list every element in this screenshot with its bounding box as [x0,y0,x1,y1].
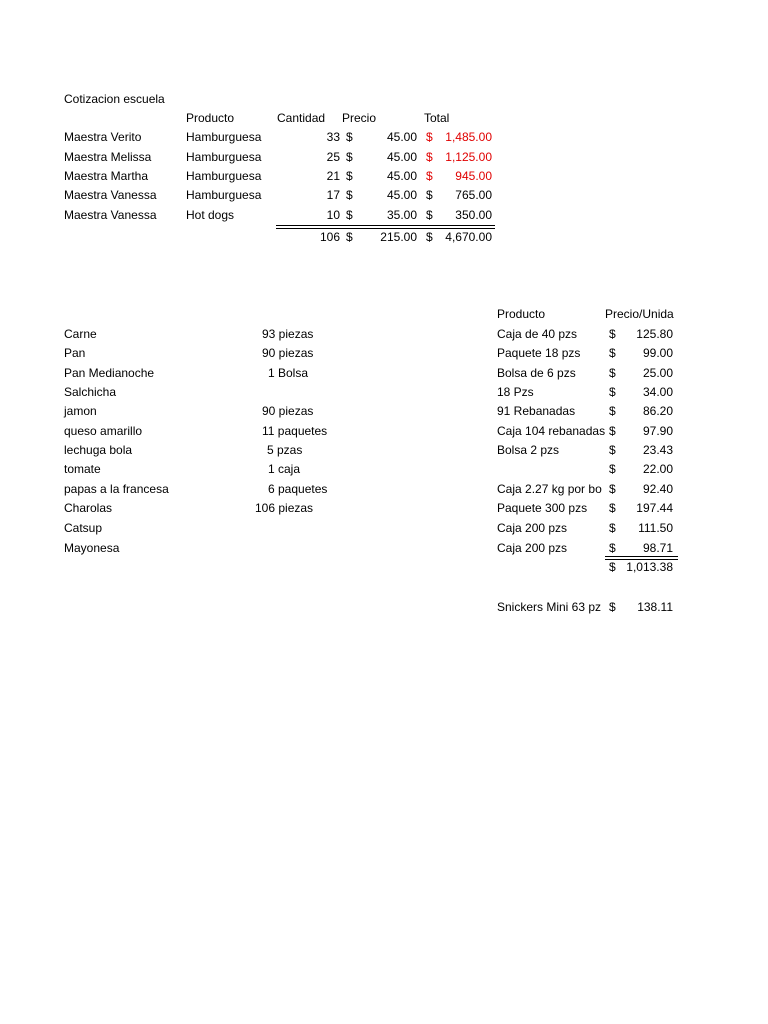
supply-price: 97.90 [642,424,673,438]
supply-item: queso amarillo [64,424,143,438]
quote-row-name: Maestra Melissa [64,150,152,164]
quote-row-qty: 17 [326,188,340,202]
supply-currency: $ [609,443,616,457]
supply-item: jamon [64,404,97,418]
quote-row-currency: $ [426,130,433,144]
supply-price: 111.50 [638,521,673,535]
supply-amount: 5 pzas [267,443,303,457]
supply-product: 91 Rebanadas [497,404,576,418]
supply-item: lechuga bola [64,443,133,457]
header-quantity: Cantidad [277,111,326,125]
quote-row-total: 1,125.00 [445,150,492,164]
supply-price: 98.71 [642,541,673,555]
supply-amount: 6 paquetes [268,482,328,496]
supply-product: Caja 104 rebanadas [497,424,605,438]
supply-product: Caja 200 pzs [497,541,568,555]
supply-currency: $ [609,404,616,418]
supply-product: Paquete 18 pzs [497,346,581,360]
supply-amount: 1 Bolsa [268,366,309,380]
quote-row-qty: 21 [326,169,340,183]
quote-total-amount: 4,670.00 [445,230,492,244]
total-double-underline [276,225,495,226]
supply-amount: 1 caja [268,462,301,476]
quote-title: Cotizacion escuela [64,92,165,106]
quote-row-currency: $ [346,188,353,202]
supply-currency: $ [609,346,616,360]
supply-currency: $ [609,482,616,496]
quote-row-qty: 25 [326,150,340,164]
quote-row-name: Maestra Verito [64,130,142,144]
supply-price: 99.00 [642,346,673,360]
supply-product: Caja de 40 pzs [497,327,578,341]
quote-row-price: 35.00 [386,208,417,222]
supply-item: Catsup [64,521,103,535]
supply-item: Mayonesa [64,541,120,555]
quote-row-currency: $ [346,169,353,183]
supply-product: 18 Pzs [497,385,534,399]
quote-row-currency: $ [426,150,433,164]
quote-total-currency: $ [346,230,353,244]
supply-price: 25.00 [642,366,673,380]
quote-row-name: Maestra Vanessa [64,188,157,202]
extra-price: 138.11 [637,600,673,614]
quote-row-currency: $ [426,208,433,222]
supply-currency: $ [609,521,616,535]
supply-currency: $ [609,327,616,341]
supply-product: Bolsa 2 pzs [497,443,560,457]
supply-item: papas a la francesa [64,482,169,496]
quote-row-product: Hamburguesa [186,169,262,183]
supply-product: Bolsa de 6 pzs [497,366,576,380]
supply-currency: $ [609,385,616,399]
supply-amount: 90 piezas [262,346,314,360]
total-double-underline [276,228,495,229]
supply-product: Paquete 300 pzs [497,501,588,515]
quote-row-product: Hamburguesa [186,150,262,164]
supply-product: Caja 200 pzs [497,521,568,535]
quote-row-total: 945.00 [455,169,492,183]
quote-row-product: Hot dogs [186,208,235,222]
supply-item: tomate [64,462,101,476]
supply-price: 92.40 [642,482,673,496]
supplies-total-underline [605,556,678,557]
extra-currency: $ [609,600,616,614]
quote-row-price: 45.00 [386,150,417,164]
supply-price: 22.00 [642,462,673,476]
supplies-total-value: 1,013.38 [626,560,673,574]
supplies-total-currency: $ [609,560,616,574]
supply-currency: $ [609,424,616,438]
supply-currency: $ [609,541,616,555]
supply-price: 125.80 [636,327,673,341]
header-product: Producto [186,111,235,125]
quote-row-currency: $ [346,130,353,144]
quote-row-name: Maestra Vanessa [64,208,157,222]
supply-item: Salchicha [64,385,117,399]
supplies-header-product: Producto [497,307,546,321]
supplies-header-unit-price: Precio/Unida [605,307,674,321]
quote-total-currency: $ [426,230,433,244]
supply-product [497,462,605,476]
quote-row-currency: $ [346,208,353,222]
supply-price: 86.20 [642,404,673,418]
quote-row-currency: $ [426,169,433,183]
quote-row-total: 765.00 [455,188,492,202]
supply-item: Pan Medianoche [64,366,155,380]
quote-row-total: 350.00 [455,208,492,222]
quote-row-qty: 10 [326,208,340,222]
quote-total-qty: 106 [319,230,340,244]
header-price: Precio [342,111,377,125]
quote-total-price: 215.00 [380,230,417,244]
quote-row-currency: $ [426,188,433,202]
quote-row-qty: 33 [326,130,340,144]
quote-row-name: Maestra Martha [64,169,149,183]
quote-row-price: 45.00 [386,130,417,144]
supply-currency: $ [609,462,616,476]
quote-row-total: 1,485.00 [445,130,492,144]
supply-amount: 93 piezas [262,327,314,341]
supply-item: Pan [64,346,86,360]
quote-row-product: Hamburguesa [186,188,262,202]
supply-amount: 106 piezas [255,501,314,515]
supply-amount: 90 piezas [262,404,314,418]
supply-amount: 11 paquetes [262,424,328,438]
extra-product: Snickers Mini 63 pz [497,600,602,614]
header-total: Total [424,111,450,125]
supply-price: 23.43 [642,443,673,457]
quote-row-price: 45.00 [386,188,417,202]
supply-currency: $ [609,501,616,515]
quote-row-currency: $ [346,150,353,164]
quote-row-price: 45.00 [386,169,417,183]
supply-product: Caja 2.27 kg por bo [497,482,602,496]
supply-item: Charolas [64,501,113,515]
supply-price: 34.00 [642,385,673,399]
supply-price: 197.44 [636,501,673,515]
quote-row-product: Hamburguesa [186,130,262,144]
supply-currency: $ [609,366,616,380]
supply-item: Carne [64,327,97,341]
